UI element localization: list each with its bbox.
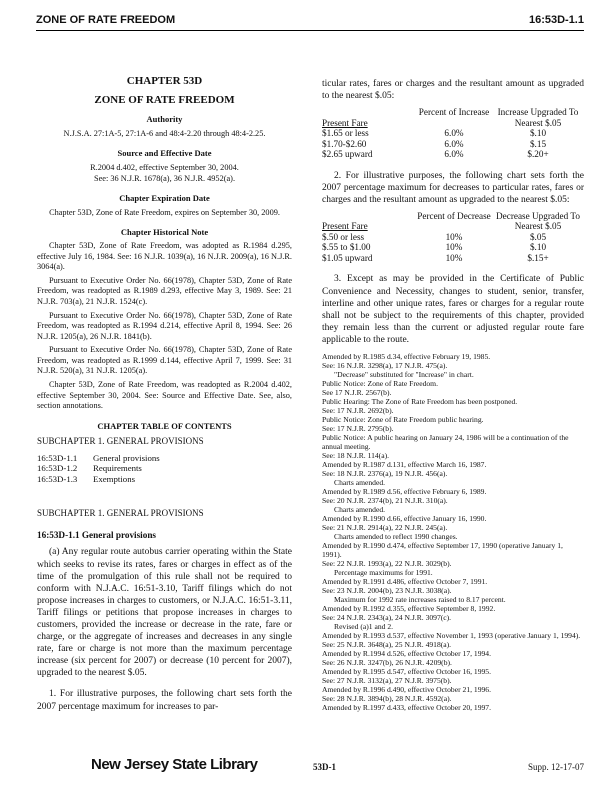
increase-table — [322, 107, 584, 160]
history-line: Amended by R.1996 d.490, effective October 21, 1996. — [322, 685, 491, 695]
history-line: See: 22 N.J.R. 1993(a), 22 N.J.R. 3029(b). — [322, 559, 452, 569]
history-line: Amended by R.1991 d.486, effective October 7, 1991. — [322, 577, 488, 587]
table-cell: 10% — [445, 231, 463, 242]
history-line: Public Hearing: The Zone of Rate Freedom has been postponed. — [322, 397, 518, 407]
history-line: See: 24 N.J.R. 2343(a), 24 N.J.R. 3097(c). — [322, 613, 452, 623]
history-line: Charts amended. — [334, 505, 386, 515]
table-cell: $2.65 upward — [322, 149, 373, 160]
expiration-text: Chapter 53D, Zone of Rate Freedom, expires on September 30, 2009. — [49, 207, 280, 217]
table-cell: $1.65 or less — [322, 128, 369, 139]
paragraph-1-continued: ticular rates, fares or charges and the resultant amount as upgraded to the nearest $.05: — [322, 79, 584, 102]
toc-title[interactable]: Exemptions — [93, 473, 136, 484]
table-cell: $.15+ — [527, 252, 549, 263]
table-header: Present Fare — [322, 117, 368, 128]
history-line: See: 18 N.J.R. 2376(a), 19 N.J.R. 456(a). — [322, 469, 448, 479]
table-header: Increase Upgraded To Nearest $.05 — [497, 107, 579, 128]
history-line: See: 17 N.J.R. 2795(b). — [322, 424, 394, 434]
history-line: Amended by R.1995 d.547, effective October 16, 1995. — [322, 667, 491, 677]
history-note: Pursuant to Executive Order No. 66(1978), Chapter 53D, Zone of Rate Freedom, was readopted as R.1989 d.293, effective May 3, 1989. See: 21 N.J.R. 703(a), 21 N.J.R. 1524(c). — [37, 275, 292, 306]
table-cell: $.10 — [529, 242, 547, 253]
history-line: Revised (a)1 and 2. — [334, 622, 394, 632]
source-text-2: See: 36 N.J.R. 1678(a), 36 N.J.R. 4952(a). — [93, 173, 236, 183]
header-chapter-title: ZONE OF RATE FREEDOM — [36, 14, 176, 26]
table-cell: $1.05 upward — [322, 252, 373, 263]
authority-heading: Authority — [146, 114, 183, 125]
history-note: Chapter 53D, Zone of Rate Freedom, was adopted as R.1984 d.295, effective July 16, 1984. See: 16 N.J.R. 1039(a), 16 N.J.R. 2009(a), 16 N.J.R. 3064(a). — [37, 240, 292, 272]
history-line: Charts amended. — [334, 478, 386, 488]
history-line: Amended by R.1990 d.66, effective January 16, 1990. — [322, 514, 487, 524]
history-line: Amended by R.1997 d.433, effective October 20, 1997. — [322, 703, 491, 713]
history-line: Amended by R.1990 d.474, effective September 17, 1990 (operative January 1, 1991). — [322, 541, 563, 560]
table-header: Decrease Upgraded To Nearest $.05 — [496, 210, 580, 232]
toc-number[interactable]: 16:53D-1.1 — [37, 453, 78, 464]
toc-title[interactable]: General provisions — [93, 453, 160, 464]
history-note: Pursuant to Executive Order No. 66(1978), Chapter 53D, Zone of Rate Freedom, was readopted as R.1994 d.214, effective April 8, 1994. See: 26 N.J.R. 1205(a), 26 N.J.R. 1841(b). — [37, 310, 292, 341]
history-line: Public Notice: Zone of Rate Freedom public hearing. — [322, 415, 484, 425]
history-line: Amended by R.1987 d.131, effective March 16, 1987. — [322, 460, 487, 470]
table-cell: $1.70-$2.60 — [322, 138, 367, 149]
history-line: Percentage maximums for 1991. — [334, 568, 433, 578]
history-line: Public Notice: A public hearing on January 24, 1986 will be a continuation of the annual meeting. — [322, 433, 569, 452]
paragraph-3: 3. Except as may be provided in the Certificate of Public Convenience and Necessity, changes to student, senior, transfer, interline and other unique rates, fares or charges for a regular route shall not be subject to the requirements of this chapter, provided they remain less than the current or adjusted regular route fare applicable to the route. — [322, 274, 584, 345]
history-line: See: 16 N.J.R. 3298(a), 17 N.J.R. 475(a). — [322, 361, 448, 371]
table-cell: 6.0% — [444, 149, 464, 160]
header-section-number: 16:53D-1.1 — [528, 14, 584, 26]
history-note: Pursuant to Executive Order No. 66(1978), Chapter 53D, Zone of Rate Freedom, was readopted as R.1999 d.144, effective April 7, 1999. See: 31 N.J.R. 520(a), 31 N.J.R. 1205(a). — [37, 345, 292, 376]
history-line: See: 17 N.J.R. 2692(b). — [322, 406, 394, 416]
history-line: See: 20 N.J.R. 2374(b), 21 N.J.R. 310(a). — [322, 496, 448, 506]
table-cell: $.10 — [529, 128, 547, 139]
paragraph-a: (a) Any regular route autobus carrier operating within the State which seeks to revise its rates, fares or charges in effect as of the time of the promulgation of this rule shall not be required to conform with N.J.A.C. 16:51-3.10, Tariff filings which do not propose increases in charges to customers, or N.J.A.C. 16:51-3.11, Tariff filings or petitions that propose increases in charges to customers, provided the increase or decrease in the rate, fare or charge, or the aggregate of increases and decreases in any single rate, fare or charge is not more than the maximum percentage increase (six percent for 2007) or decrease (10 percent for 2007), upgraded to the nearest $.05. — [37, 547, 292, 679]
toc-subchapter: SUBCHAPTER 1. GENERAL PROVISIONS — [37, 436, 204, 447]
table-header: Percent of Increase — [418, 107, 490, 118]
history-line: Public Notice: Zone of Rate Freedom. — [322, 379, 438, 389]
history-line: Maximum for 1992 rate increases raised to 8.17 percent. — [334, 595, 506, 605]
supplement-date: Supp. 12-17-07 — [528, 762, 584, 772]
table-cell: $.05 — [529, 231, 547, 242]
history-line: Amended by R.1992 d.355, effective September 8, 1992. — [322, 604, 496, 614]
toc-heading: CHAPTER TABLE OF CONTENTS — [97, 420, 232, 431]
history-line: See: 26 N.J.R. 3247(b), 26 N.J.R. 4209(b). — [322, 658, 452, 668]
chapter-title: ZONE OF RATE FREEDOM — [94, 93, 235, 106]
running-header — [36, 10, 584, 31]
right-column — [322, 72, 584, 712]
table-cell: $.15 — [529, 138, 547, 149]
history-note: Chapter 53D, Zone of Rate Freedom, was readopted as R.2004 d.402, effective September 30, 2004. See: Source and Effective Date. See, also, section annotations. — [37, 380, 292, 411]
table-cell: 6.0% — [444, 138, 464, 149]
table-cell: $.20+ — [527, 149, 549, 160]
page-number: 53D-1 — [313, 762, 336, 772]
history-line: See 17 N.J.R. 2567(b). — [322, 388, 392, 398]
toc-number[interactable]: 16:53D-1.2 — [37, 463, 78, 474]
section-heading: 16:53D-1.1 General provisions — [37, 529, 157, 540]
source-heading: Source and Effective Date — [117, 148, 212, 159]
history-line: Charts amended to reflect 1990 changes. — [334, 532, 458, 542]
history-heading: Chapter Historical Note — [120, 227, 209, 238]
history-line: See: 21 N.J.R. 2914(a), 22 N.J.R. 245(a). — [322, 523, 448, 533]
page-footer — [36, 756, 584, 778]
history-line: See: 18 N.J.R. 114(a). — [322, 451, 389, 461]
history-line: See: 27 N.J.R. 3132(a), 27 N.J.R. 3975(b). — [322, 676, 452, 686]
left-column — [37, 72, 292, 713]
table-header: Present Fare — [322, 221, 368, 232]
history-line: Amended by R.1993 d.537, effective November 1, 1993 (operative January 1, 1994). — [322, 631, 581, 641]
paragraph-1: 1. For illustrative purposes, the following chart sets forth the 2007 percentage maximum for increases to par- — [37, 689, 292, 712]
table-header: Percent of Decrease — [417, 210, 491, 221]
table-cell: 10% — [445, 252, 463, 263]
source-text-1: R.2004 d.402, effective September 30, 2004. — [90, 162, 239, 172]
history-line: Amended by R.1994 d.526, effective October 17, 1994. — [322, 649, 491, 659]
toc-number[interactable]: 16:53D-1.3 — [37, 473, 78, 484]
history-line: "Decrease" substituted for "Increase" in chart. — [334, 370, 474, 380]
history-line: See: 23 N.J.R. 2004(b), 23 N.J.R. 3038(a). — [322, 586, 452, 596]
authority-text: N.J.S.A. 27:1A-5, 27:1A-6 and 48:4-2.20 through 48:4-2.25. — [63, 128, 266, 138]
history-line: See: 28 N.J.R. 3894(b), 28 N.J.R. 4592(a). — [322, 694, 452, 704]
expiration-heading: Chapter Expiration Date — [119, 193, 210, 204]
table-cell: $.50 or less — [322, 231, 365, 242]
toc-title[interactable]: Requirements — [93, 463, 142, 474]
chapter-number: CHAPTER 53D — [126, 75, 203, 87]
history-line: Amended by R.1985 d.34, effective February 19, 1985. — [322, 352, 491, 362]
paragraph-2: 2. For illustrative purposes, the following chart sets forth the 2007 percentage maximum for decreases to particular rates, fares or charges and the resultant amount as upgraded to the nearest $.05: — [322, 170, 584, 205]
subchapter-heading: SUBCHAPTER 1. GENERAL PROVISIONS — [37, 508, 204, 519]
library-watermark: New Jersey State Library — [91, 756, 258, 773]
history-line: See: 25 N.J.R. 3648(a), 25 N.J.R. 4918(a). — [322, 640, 452, 650]
table-cell: 10% — [445, 242, 463, 253]
table-cell: 6.0% — [444, 128, 464, 139]
table-cell: $.55 to $1.00 — [322, 242, 371, 253]
amendment-history — [322, 352, 584, 712]
history-line: Amended by R.1989 d.56, effective February 6, 1989. — [322, 487, 487, 497]
toc-list — [37, 453, 292, 484]
decrease-table — [322, 211, 584, 264]
